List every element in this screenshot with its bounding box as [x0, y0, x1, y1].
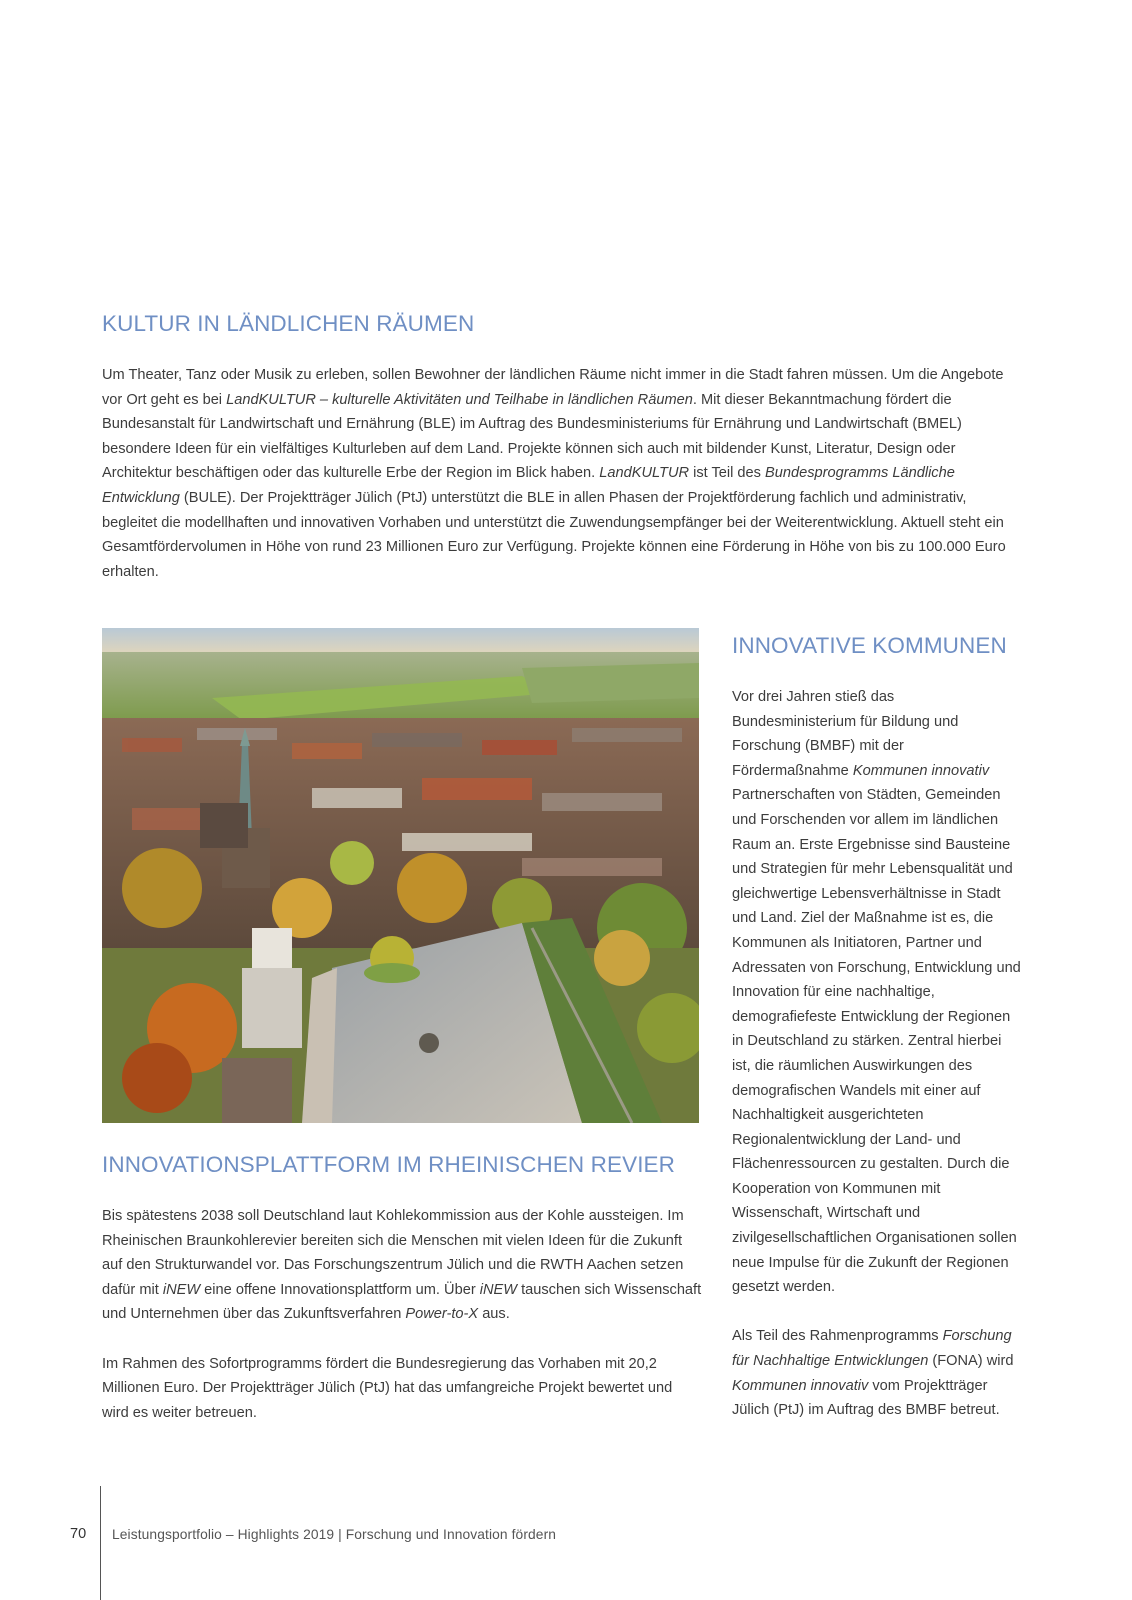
text-run: Um Theater, Tanz oder Musik zu erleben, sollen Bewohner der ländlichen Räume nicht immer in die Stadt fahren müssen. Um die Angebote vor Ort geht es bei [102, 367, 1004, 408]
italic-text-run: Power-to-X [405, 1306, 479, 1323]
text-run: vom Projektträger Jülich (PtJ) im Auftrag des BMBF betreut. [732, 1377, 1000, 1419]
kultur-paragraph [102, 363, 1007, 584]
text-run: Bis spätestens 2038 soll Deutschland laut Kohlekommission aus der Kohle aussteigen. Im Rheinischen Braunkohlerevier bereiten sich die Menschen mit vielen Ideen für die Zukunft auf den Strukturwandel vor. Das Forschungszentrum Jülich und die RWTH Aachen setzen dafür mit [102, 1208, 684, 1298]
kommunen-paragraph-2 [732, 1324, 1022, 1422]
italic-text-run: Forschung für Nachhaltige Entwicklungen [732, 1328, 1012, 1370]
section-heading-kommunen: INNOVATIVE KOMMUNEN [732, 633, 1007, 658]
italic-text-run: iNEW [162, 1281, 201, 1298]
text-run: . Mit dieser Bekanntmachung fördert die Bundesanstalt für Landwirtschaft und Ernährung (BLE) im Auftrag des Bundesministeriums für Ernährung und Landwirtschaft (BMEL) besondere Ideen für ein vielfältiges Kulturleben auf dem Land. Projekte können sich auch mit bildender Kunst, Literatur, Design oder Architektur beschäftigen oder das kulturelle Erbe der Region im Blick haben. [102, 391, 962, 482]
text-run: Als Teil des Rahmenprogramms [732, 1328, 943, 1345]
text-run: (FONA) wird [928, 1353, 1014, 1370]
italic-text-run: Kommunen innovativ [732, 1377, 869, 1394]
italic-text-run: LandKULTUR [599, 465, 690, 482]
section-heading-revier: INNOVATIONSPLATTFORM IM RHEINISCHEN REVIER [102, 1152, 675, 1177]
revier-paragraph-1 [102, 1204, 702, 1327]
kommunen-paragraph-1 [732, 685, 1022, 1300]
italic-text-run: LandKULTUR – kulturelle Aktivitäten und Teilhabe in ländlichen Räumen [226, 391, 693, 408]
revier-paragraph-2 [102, 1352, 702, 1426]
kommunen-body-text [732, 685, 1022, 1423]
italic-text-run: Kommunen innovativ [852, 762, 990, 779]
text-run: eine offene Innovationsplattform um. Über [200, 1281, 480, 1298]
section-heading-kultur: KULTUR IN LÄNDLICHEN RÄUMEN [102, 311, 475, 336]
page-number: 70 [70, 1526, 87, 1542]
aerial-town-photo-illustration [102, 628, 699, 1123]
text-run: Vor drei Jahren stieß das Bundesministerium für Bildung und Forschung (BMBF) mit der Fördermaßnahme [732, 689, 959, 779]
kultur-body-text [102, 363, 1007, 584]
revier-body-text [102, 1204, 702, 1425]
footer-divider [100, 1486, 101, 1600]
text-run: ist Teil des [689, 465, 766, 482]
text-run: Partnerschaften von Städten, Gemeinden und Forschenden vor allem im ländlichen Raum an. Erste Ergebnisse sind Bausteine und Strategien für mehr Lebensqualität und gleichwertige Lebensverhältnisse in Stadt und Land. Ziel der Maßnahme ist es, die Kommunen als Initiatoren, Partner und Adressaten von Forschung, Entwicklung und Innovation für eine nachhaltige, demografiefeste Entwicklung der Regionen in Deutschland zu stärken. Zentral hierbei ist, die räumlichen Auswirkungen des demografischen Wandels mit einer auf Nachhaltigkeit ausgerichteten Regionalentwicklung der Land- und Flächenressourcen zu gestalten. Durch die Kooperation von Kommunen mit Wissenschaft, Wirtschaft und zivilgesellschaftlichen Organisationen sollen neue Impulse für die Zukunft der Regionen gesetzt werden. [732, 787, 1021, 1296]
italic-text-run: iNEW [479, 1281, 518, 1298]
italic-text-run: Bundesprogramms Ländliche Entwicklung [102, 465, 955, 506]
text-run: Im Rahmen des Sofortprogramms fördert die Bundesregierung das Vorhaben mit 20,2 Millionen Euro. Der Projektträger Jülich (PtJ) hat das umfangreiche Projekt bewertet und wird es weiter betreuen. [102, 1355, 673, 1421]
footer-title: Leistungsportfolio – Highlights 2019 | Forschung und Innovation fördern [112, 1527, 557, 1542]
text-run: (BULE). Der Projektträger Jülich (PtJ) unterstützt die BLE in allen Phasen der Projektförderung fachlich und administrativ, begleitet die modellhaften und innovativen Vorhaben und unterstützt die Zuwendungsempfänger bei der Weiterentwicklung. Aktuell steht ein Gesamtfördervolumen in Höhe von rund 23 Millionen Euro zur Verfügung. Projekte können eine Förderung in Höhe von bis zu 100.000 Euro erhalten. [102, 489, 1006, 580]
text-run: tauschen sich Wissenschaft und Unternehmen über das Zukunftsverfahren [102, 1281, 702, 1323]
aerial-town-photo [102, 628, 699, 1123]
text-run: aus. [478, 1306, 510, 1323]
